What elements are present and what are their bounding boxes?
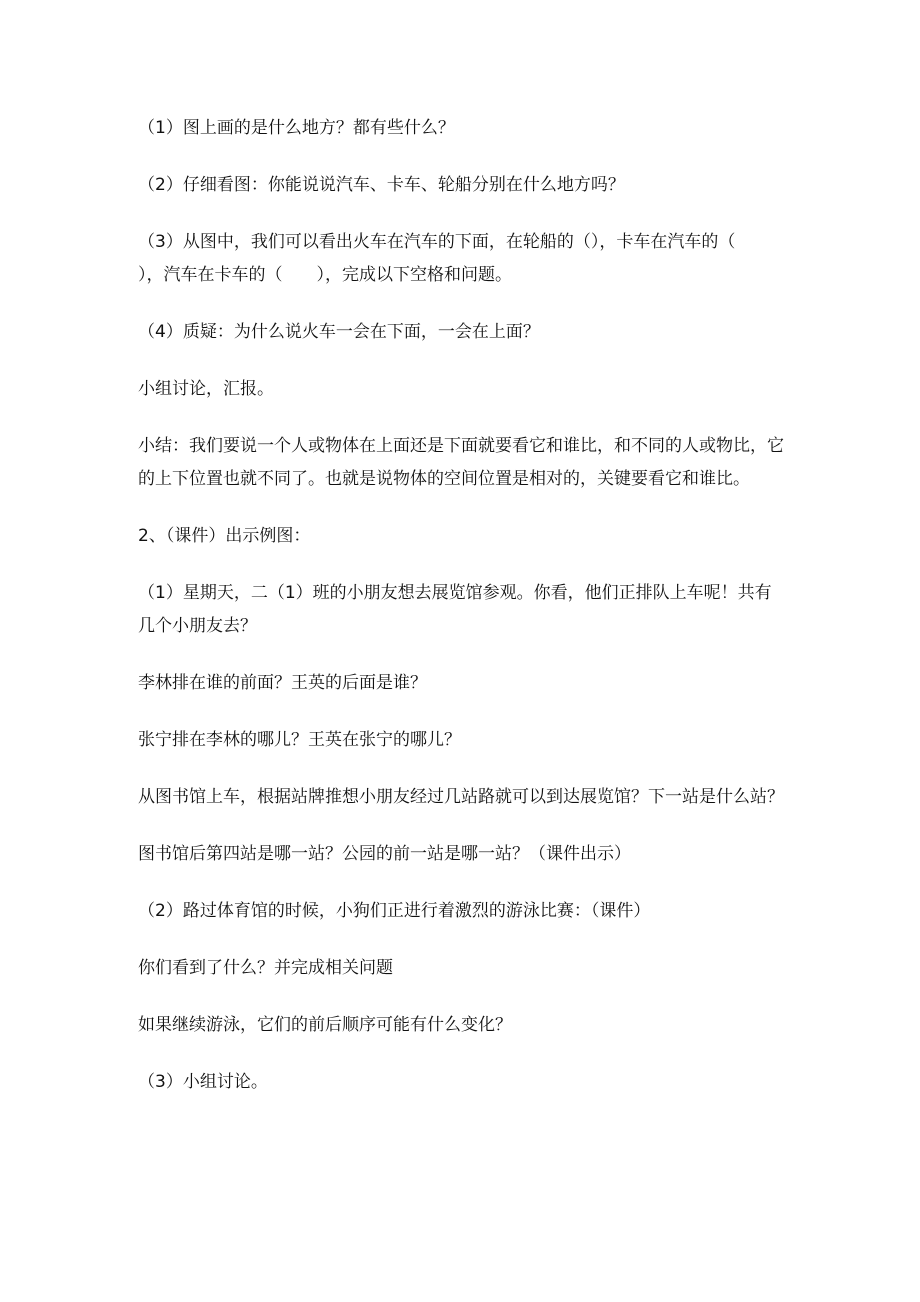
paragraph: （1）图上画的是什么地方？都有些什么？ [138, 118, 455, 138]
paragraph: 小结：我们要说一个人或物体在上面还是下面就要看它和谁比，和不同的人或物比，它的上下位置也就不同了。也就是说物体的空间位置是相对的，关键要看它和谁比。 [138, 436, 784, 489]
paragraph: （2）路过体育馆的时候，小狗们正进行着激烈的游泳比赛：（课件） [138, 901, 651, 921]
paragraph: 你们看到了什么？并完成相关问题 [138, 958, 393, 978]
paragraph: 从图书馆上车，根据站牌推想小朋友经过几站路就可以到达展览馆？下一站是什么站？ [138, 787, 784, 807]
paragraph: 图书馆后第四站是哪一站？公园的前一站是哪一站？（课件出示） [138, 844, 631, 864]
paragraph: （4）质疑：为什么说火车一会在下面，一会在上面？ [138, 322, 540, 342]
paragraph: 小组讨论，汇报。 [138, 379, 274, 399]
document-body [138, 112, 788, 1099]
paragraph: 2、（课件）出示例图： [138, 526, 311, 546]
paragraph: （2）仔细看图：你能说说汽车、卡车、轮船分别在什么地方吗？ [138, 175, 625, 195]
paragraph: （1）星期天，二（1）班的小朋友想去展览馆参观。你看，他们正排队上车呢！共有几个小朋友去？ [138, 583, 772, 636]
paragraph: （3）小组讨论。 [138, 1072, 268, 1092]
paragraph: 如果继续游泳，它们的前后顺序可能有什么变化？ [138, 1015, 512, 1035]
paragraph: （3）从图中，我们可以看出火车在汽车的下面，在轮船的（），卡车在汽车的（ ），汽车在卡车的（ ），完成以下空格和问题。 [138, 232, 770, 285]
paragraph: 李林排在谁的前面？王英的后面是谁？ [138, 673, 427, 693]
paragraph: 张宁排在李林的哪儿？王英在张宁的哪儿？ [138, 730, 461, 750]
